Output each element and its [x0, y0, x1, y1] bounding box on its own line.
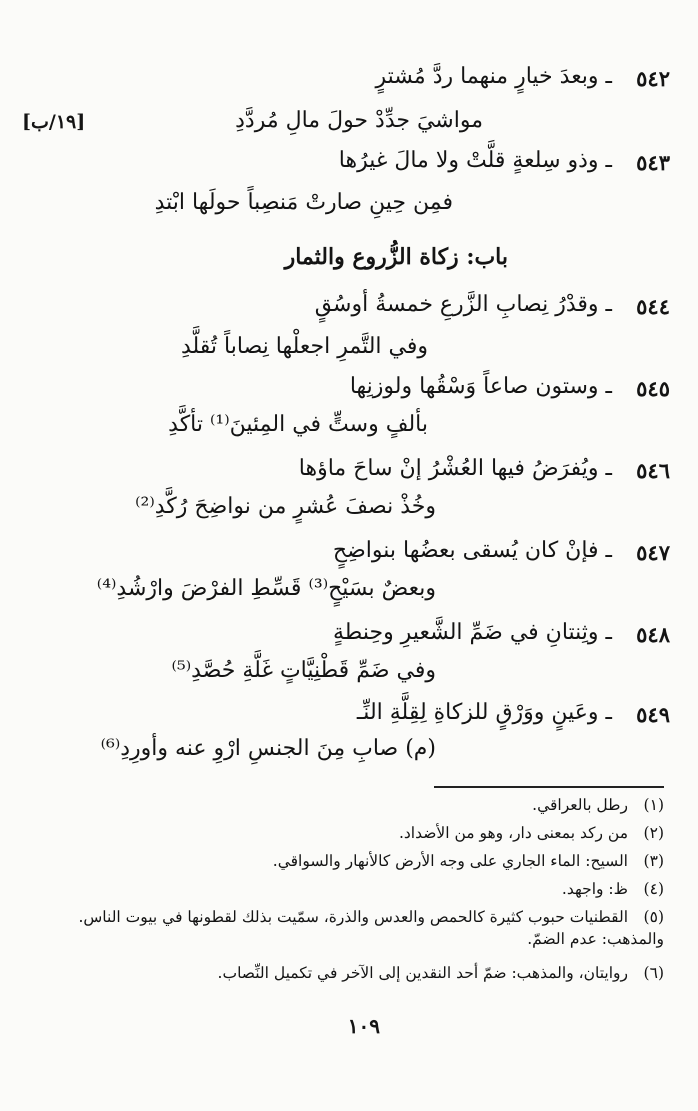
- footnote-number: (٢): [643, 824, 664, 842]
- verse-second-hemistich: بألفٍ وستٍّ في المِئينَ⁽¹⁾ تأكَّدِ: [168, 412, 428, 437]
- verse-number: ٥٤٣: [636, 150, 670, 175]
- verse-first-hemistich: ـ ويُفرَضُ فيها العُشْرُ إنْ ساحَ ماؤها: [298, 456, 612, 481]
- verse-number: ٥٤٨: [636, 622, 670, 647]
- verse-first-hemistich: ـ وثِنتانِ في ضَمِّ الشَّعيرِ وحِنطةٍ: [332, 620, 612, 645]
- footnote: [56, 878, 664, 900]
- footnote-number: (٣): [643, 852, 664, 870]
- section-heading: باب: زكاة الزُّروع والثمار: [284, 244, 508, 270]
- footnote: [56, 822, 664, 844]
- verse-first-hemistich: ـ وستون صاعاً وَسْقُها ولوزنِها: [349, 374, 612, 399]
- footnote-text: القطنيات حبوب كثيرة كالحمص والعدس والذرة، سمّيت بذلك لقطونها في بيوت الناس. والمذهب: عدم الضمّ.: [78, 908, 664, 949]
- footnote: [56, 906, 664, 951]
- footnote-text: روايتان، والمذهب: ضمّ أحد النقدين إلى الآخر في تكميل النِّصاب.: [217, 964, 628, 982]
- page-number: ١٠٩: [347, 1014, 380, 1038]
- footnote-text: رطل بالعراقي.: [532, 796, 628, 814]
- verse-number: ٥٤٤: [636, 294, 670, 319]
- footnote-text: من ركد بمعنى دار، وهو من الأضداد.: [398, 824, 628, 842]
- footnote: [56, 850, 664, 872]
- verse-second-hemistich: (م) صابِ مِنَ الجنسِ ارْوِ عنه وأورِدِ⁽⁶⁾: [100, 736, 436, 761]
- verse-number: ٥٤٩: [636, 702, 670, 727]
- verse-second-hemistich: مواشيَ جدِّدْ حولَ مالِ مُردَّدِ: [235, 108, 483, 133]
- verse-number: ٥٤٦: [636, 458, 670, 483]
- verse-second-hemistich: فمِن حِينِ صارتْ مَنصِباً حولَها ابْتدِ: [154, 190, 453, 215]
- footnote-text: ظ: واجهد.: [561, 880, 628, 898]
- verse-second-hemistich: وفي التَّمرِ اجعلْها نِصاباً تُقلَّدِ: [180, 334, 428, 359]
- footnote-number: (٤): [643, 880, 664, 898]
- footnote-number: (٦): [643, 964, 664, 982]
- verse-first-hemistich: ـ وعَينٍ ووَرْقٍ للزكاةِ لِقِلَّةِ النِّـ: [356, 700, 612, 725]
- footnote-number: (١): [643, 796, 664, 814]
- verse-number: ٥٤٥: [636, 376, 670, 401]
- footnote-separator: [434, 786, 664, 788]
- footnote: [56, 794, 664, 816]
- verse-first-hemistich: ـ فإنْ كان يُسقى بعضُها بنواضِحٍ: [332, 538, 612, 563]
- footnote-text: السيح: الماء الجاري على وجه الأرض كالأنهار والسواقي.: [272, 852, 628, 870]
- verse-second-hemistich: وبعضٌ بسَيْحٍ⁽³⁾ قَسِّطِ الفرْضَ وارْشُدِ⁽⁴⁾: [96, 576, 436, 601]
- verse-number: ٥٤٢: [636, 66, 670, 91]
- manuscript-folio-ref: [١٩/ب]: [22, 111, 86, 133]
- footnote-number: (٥): [643, 908, 664, 926]
- verse-second-hemistich: وخُذْ نصفَ عُشرٍ من نواضِحَ رُكَّدِ⁽²⁾: [135, 494, 436, 519]
- verse-number: ٥٤٧: [636, 540, 670, 565]
- verse-second-hemistich: وفي ضَمِّ قَطْنِيَّاتٍ غَلَّةِ حُصَّدِ⁽⁵⁾: [171, 658, 436, 683]
- verse-first-hemistich: ـ وبعدَ خيارٍ منهما ردَّ مُشترٍ: [375, 64, 612, 89]
- verse-first-hemistich: ـ وقدْرُ نِصابِ الزَّرعِ خمسةُ أوسُقٍ: [314, 292, 612, 317]
- footnote: [56, 962, 664, 984]
- verse-first-hemistich: ـ وذو سِلعةٍ قلَّتْ ولا مالَ غيرُها: [338, 148, 612, 173]
